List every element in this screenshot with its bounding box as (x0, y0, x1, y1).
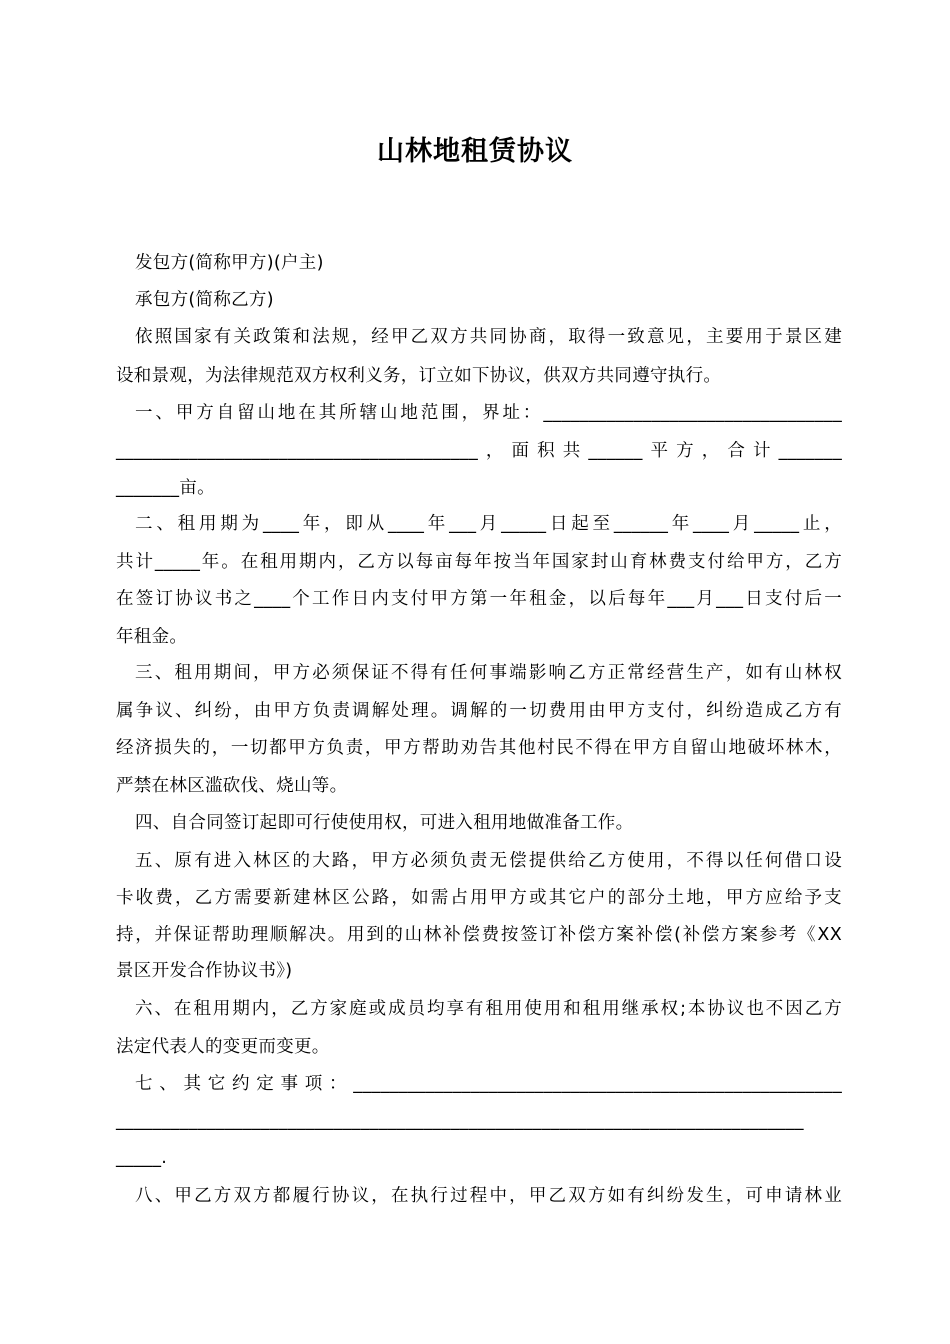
clause-1-line: ________________________________________，面积共______平方，合计_______ (116, 441, 842, 461)
paragraph-line: 依照国家有关政策和法规，经甲乙双方共同协商，取得一致意见，主要用于景区建 (135, 327, 842, 347)
clause-2-line: 共计_____年。在租用期内，乙方以每亩每年按当年国家封山育林费支付给甲方，乙方 (116, 552, 842, 572)
clause-8-line: 八、甲乙方双方都履行协议，在执行过程中，甲乙双方如有纠纷发生，可申请林业 (135, 1186, 842, 1206)
clause-6-line: 法定代表人的变更而变更。 (116, 1037, 330, 1057)
clause-2-line: 在签订协议书之____个工作日内支付甲方第一年租金，以后每年___月___日支付后一 (116, 589, 842, 609)
clause-5-line: 卡收费，乙方需要新建林区公路，如需占用甲方或其它户的部分土地，甲方应给予支 (116, 888, 842, 908)
clause-7-line: 七、其它约定事项：______________________________________________________ (135, 1074, 842, 1094)
clause-3-line: 三、租用期间，甲方必须保证不得有任何事端影响乙方正常经营生产，如有山林权 (135, 663, 842, 683)
clause-5-line: 持，并保证帮助理顺解决。用到的山林补偿费按签订补偿方案补偿(补偿方案参考《XX (116, 925, 842, 945)
clause-3-line: 属争议、纠纷，由甲方负责调解处理。调解的一切费用由甲方支付，纠纷造成乙方有 (116, 701, 842, 721)
party-a-line: 发包方(简称甲方)(户主) (135, 253, 324, 273)
clause-5-line: 五、原有进入林区的大路，甲方必须负责无偿提供给乙方使用，不得以任何借口设 (135, 851, 842, 871)
clause-7-line: ____________________________________________________________________________ (116, 1111, 804, 1131)
clause-3-line: 严禁在林区滥砍伐、烧山等。 (116, 776, 348, 796)
clause-3-line: 经济损失的，一切都甲方负责，甲方帮助劝告其他村民不得在甲方自留山地破坏林木， (116, 738, 842, 758)
clause-6-line: 六、在租用期内，乙方家庭或成员均享有租用使用和租用继承权;本协议也不因乙方 (135, 999, 842, 1019)
document-title: 山林地租赁协议 (377, 136, 573, 167)
party-b-line: 承包方(简称乙方) (135, 290, 274, 310)
clause-5-line: 景区开发合作协议书》) (116, 961, 293, 981)
clause-2-line: 年租金。 (116, 627, 188, 647)
clause-7-line: _____. (116, 1148, 168, 1168)
clause-1-line: 一、甲方自留山地在其所辖山地范围，界址：_________________________________ (135, 403, 842, 423)
clause-2-line: 二、租用期为____年，即从____年___月_____日起至______年____月_____止， (135, 514, 842, 534)
clause-4-line: 四、自合同签订起即可行使使用权，可进入租用地做准备工作。 (135, 813, 634, 833)
clause-1-line: _______亩。 (116, 478, 215, 498)
paragraph-line: 设和景观，为法律规范双方权利义务，订立如下协议，供双方共同遵守执行。 (116, 366, 722, 386)
